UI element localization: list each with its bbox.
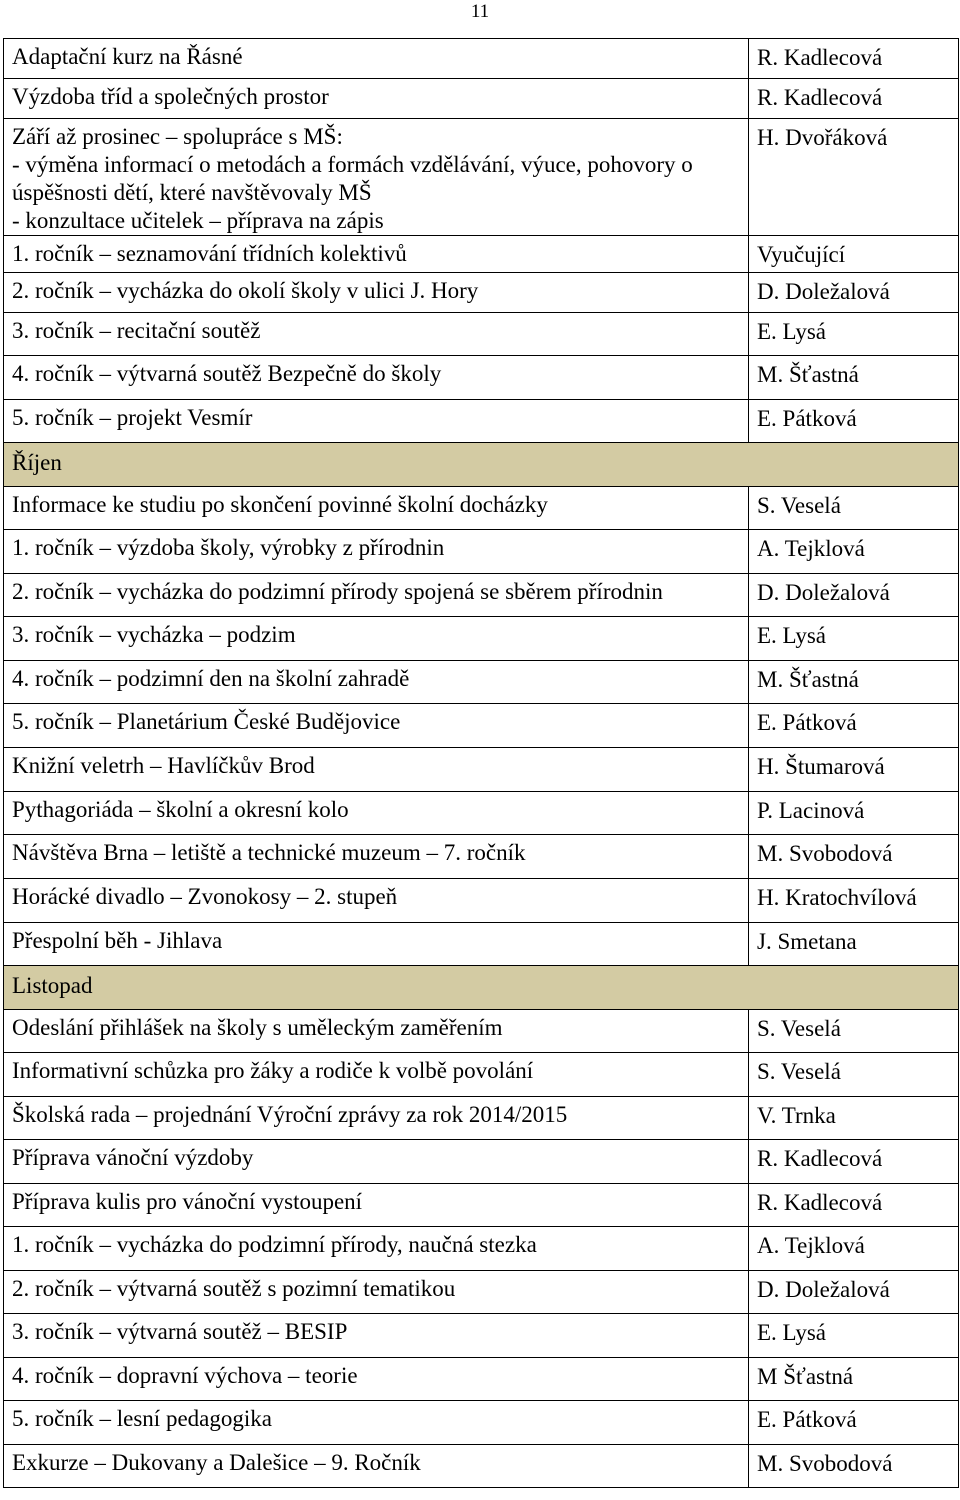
responsible-person-cell: E. Lysá — [749, 1314, 959, 1358]
activity-cell: Příprava kulis pro vánoční vystoupení — [4, 1184, 749, 1227]
activity-cell: 1. ročník – seznamování třídních kolektivů — [4, 236, 749, 273]
table-row — [4, 1140, 959, 1184]
activity-cell: Návštěva Brna – letiště a technické muzeum – 7. ročník — [4, 835, 749, 879]
responsible-person-cell: E. Pátková — [749, 1401, 959, 1445]
responsible-person-cell: D. Doležalová — [749, 1271, 959, 1314]
activity-cell: 3. ročník – vycházka – podzim — [4, 617, 749, 661]
responsible-person-cell: M. Šťastná — [749, 661, 959, 704]
activity-cell: Pythagoriáda – školní a okresní kolo — [4, 792, 749, 835]
month-header-row — [4, 966, 959, 1010]
activity-cell: Školská rada – projednání Výroční zprávy za rok 2014/2015 — [4, 1097, 749, 1140]
activity-cell: Informace ke studiu po skončení povinné školní docházky — [4, 487, 749, 530]
responsible-person-cell: H. Štumarová — [749, 748, 959, 792]
month-header: Listopad — [4, 966, 959, 1010]
responsible-person-cell: M. Šťastná — [749, 356, 959, 400]
activity-cell: Informativní schůzka pro žáky a rodiče k volbě povolání — [4, 1053, 749, 1097]
table-row — [4, 356, 959, 400]
activity-line: - výměna informací o metodách a formách vzdělávání, výuce, pohovory o úspěšnosti dětí, které navštěvovaly MŠ — [12, 152, 693, 205]
activity-cell: 4. ročník – výtvarná soutěž Bezpečně do školy — [4, 356, 749, 400]
activity-cell: 5. ročník – lesní pedagogika — [4, 1401, 749, 1445]
activity-cell: 5. ročník – Planetárium České Budějovice — [4, 704, 749, 748]
table-row — [4, 79, 959, 119]
activities-table — [3, 38, 959, 1488]
table-row — [4, 1053, 959, 1097]
activity-cell: 2. ročník – vycházka do okolí školy v ulici J. Hory — [4, 273, 749, 313]
table-row — [4, 748, 959, 792]
responsible-person-cell: R. Kadlecová — [749, 1140, 959, 1184]
table-row — [4, 1358, 959, 1401]
responsible-person-cell: E. Lysá — [749, 617, 959, 661]
responsible-person-cell: H. Dvořáková — [749, 119, 959, 236]
table-row — [4, 1010, 959, 1053]
responsible-person-cell: P. Lacinová — [749, 792, 959, 835]
responsible-person-cell: M. Svobodová — [749, 1445, 959, 1488]
activity-cell: 3. ročník – recitační soutěž — [4, 313, 749, 356]
table-row — [4, 236, 959, 273]
table-row — [4, 792, 959, 835]
responsible-person-cell: A. Tejklová — [749, 1227, 959, 1271]
table-row — [4, 1097, 959, 1140]
table-row — [4, 835, 959, 879]
table-row — [4, 1227, 959, 1271]
month-header-row — [4, 443, 959, 487]
activity-cell: Horácké divadlo – Zvonokosy – 2. stupeň — [4, 879, 749, 923]
table-row — [4, 879, 959, 923]
table-row — [4, 119, 959, 236]
activity-cell: Exkurze – Dukovany a Dalešice – 9. Ročník — [4, 1445, 749, 1488]
table-row — [4, 313, 959, 356]
activity-cell: Výzdoba tříd a společných prostor — [4, 79, 749, 119]
activity-cell: Adaptační kurz na Řásné — [4, 39, 749, 79]
table-row — [4, 1401, 959, 1445]
responsible-person-cell: R. Kadlecová — [749, 1184, 959, 1227]
table-row — [4, 923, 959, 966]
responsible-person-cell: M. Svobodová — [749, 835, 959, 879]
activity-line: - konzultace učitelek – příprava na zápis — [12, 208, 384, 233]
activity-cell: 2. ročník – vycházka do podzimní přírody spojená se sběrem přírodnin — [4, 574, 749, 617]
table-row — [4, 1314, 959, 1358]
table-row — [4, 1184, 959, 1227]
responsible-person-cell: S. Veselá — [749, 487, 959, 530]
responsible-person-cell: S. Veselá — [749, 1053, 959, 1097]
table-row — [4, 273, 959, 313]
responsible-person-cell: R. Kadlecová — [749, 79, 959, 119]
activity-line: Září až prosinec – spolupráce s MŠ: — [12, 124, 343, 149]
activity-cell: 4. ročník – dopravní výchova – teorie — [4, 1358, 749, 1401]
responsible-person-cell: D. Doležalová — [749, 574, 959, 617]
responsible-person-cell: E. Pátková — [749, 400, 959, 443]
responsible-person-cell: D. Doležalová — [749, 273, 959, 313]
activity-cell: Příprava vánoční výzdoby — [4, 1140, 749, 1184]
responsible-person-cell: H. Kratochvílová — [749, 879, 959, 923]
activity-cell: 3. ročník – výtvarná soutěž – BESIP — [4, 1314, 749, 1358]
table-row — [4, 400, 959, 443]
responsible-person-cell: J. Smetana — [749, 923, 959, 966]
responsible-person-cell: V. Trnka — [749, 1097, 959, 1140]
responsible-person-cell: Vyučující — [749, 236, 959, 273]
table-row — [4, 1445, 959, 1488]
responsible-person-cell: E. Pátková — [749, 704, 959, 748]
table-row — [4, 574, 959, 617]
activity-cell: 2. ročník – výtvarná soutěž s pozimní tematikou — [4, 1271, 749, 1314]
month-header: Říjen — [4, 443, 959, 487]
responsible-person-cell: M Šťastná — [749, 1358, 959, 1401]
table-row — [4, 39, 959, 79]
table-row — [4, 661, 959, 704]
activity-cell: 1. ročník – výzdoba školy, výrobky z přírodnin — [4, 530, 749, 574]
table-row — [4, 617, 959, 661]
table-row — [4, 487, 959, 530]
activity-cell: Přespolní běh - Jihlava — [4, 923, 749, 966]
activity-cell — [4, 119, 749, 236]
activity-cell: 5. ročník – projekt Vesmír — [4, 400, 749, 443]
table-row — [4, 530, 959, 574]
responsible-person-cell: A. Tejklová — [749, 530, 959, 574]
activity-cell: 4. ročník – podzimní den na školní zahradě — [4, 661, 749, 704]
activity-cell: Knižní veletrh – Havlíčkův Brod — [4, 748, 749, 792]
activity-cell: 1. ročník – vycházka do podzimní přírody, naučná stezka — [4, 1227, 749, 1271]
responsible-person-cell: S. Veselá — [749, 1010, 959, 1053]
page-number: 11 — [470, 1, 490, 22]
activity-cell: Odeslání přihlášek na školy s uměleckým zaměřením — [4, 1010, 749, 1053]
table-row — [4, 1271, 959, 1314]
responsible-person-cell: E. Lysá — [749, 313, 959, 356]
table-row — [4, 704, 959, 748]
responsible-person-cell: R. Kadlecová — [749, 39, 959, 79]
